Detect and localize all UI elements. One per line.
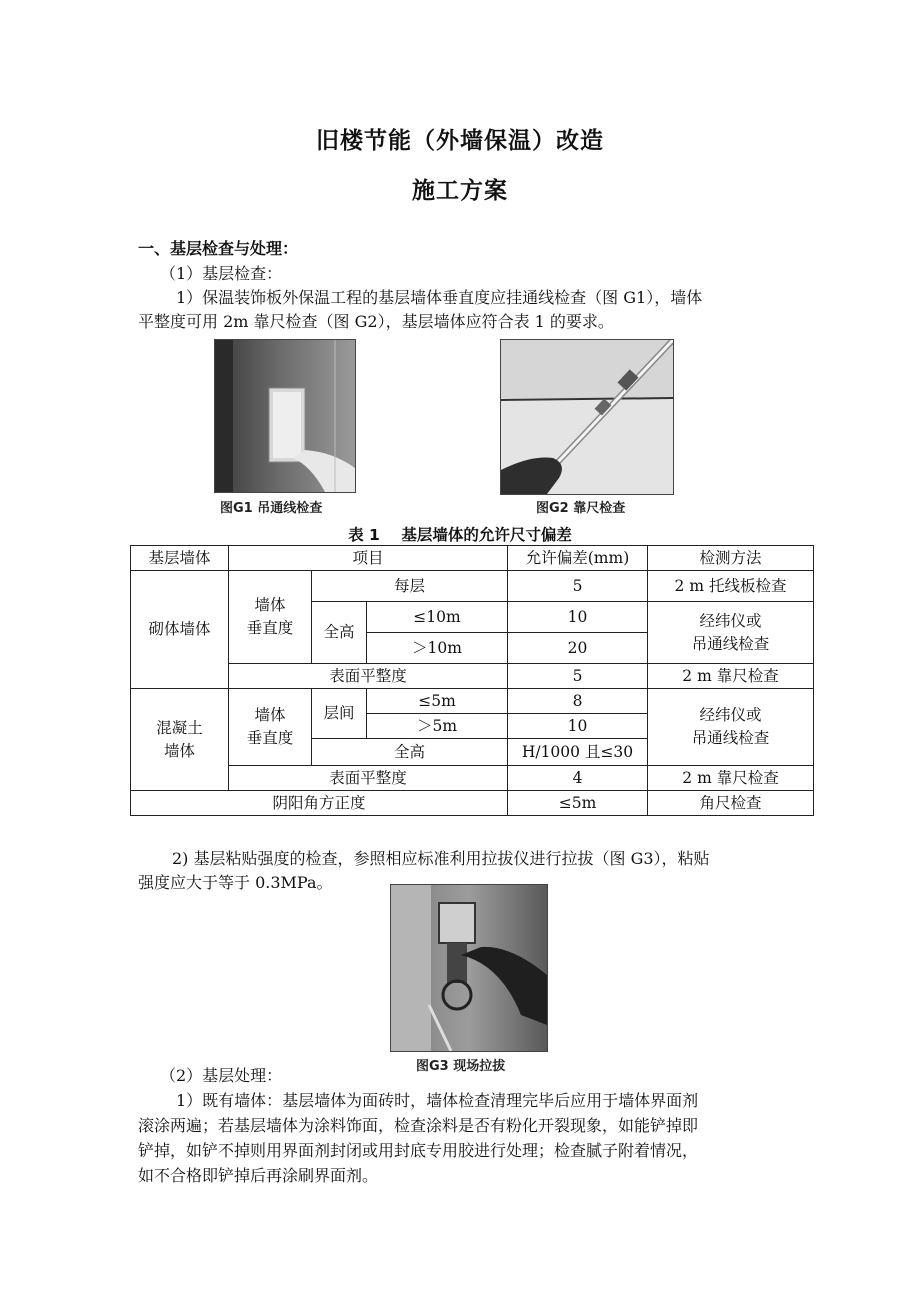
table-cell: ≤5m [508, 791, 648, 816]
ruler-check-illustration [501, 340, 673, 494]
table-cell: 5 [508, 664, 648, 689]
header-cell: 基层墙体 [131, 546, 229, 571]
tolerance-table [130, 545, 814, 816]
table-cell: 层间 [312, 689, 367, 739]
table-cell: H/1000 且≤30 [508, 739, 648, 766]
table-cell: 20 [508, 633, 648, 664]
table-cell: 8 [508, 689, 648, 714]
figure-g1-photo [214, 339, 356, 493]
table-caption: 表 1 基层墙体的允许尺寸偏差 [348, 526, 572, 544]
figure-g3-photo [390, 884, 548, 1052]
table-cell: ＞10m [367, 633, 508, 664]
table-cell: 混凝土 墙体 [131, 689, 229, 791]
table-cell: 表面平整度 [229, 766, 508, 791]
table-cell: 全高 [312, 739, 508, 766]
paragraph-line: 如不合格即铲掉后再涂刷界面剂。 [138, 1166, 379, 1185]
table-cell: 阴阳角方正度 [131, 791, 508, 816]
table-cell: 表面平整度 [229, 664, 508, 689]
table-cell: ＞5m [367, 714, 508, 739]
figure-g3-caption: 图G3 现场拉拔 [416, 1059, 506, 1074]
table-cell: 角尺检查 [648, 791, 814, 816]
figure-g1-caption: 图G1 吊通线检查 [220, 501, 323, 516]
table-cell: 2 m 托线板检查 [648, 571, 814, 602]
paragraph-line: 滚涂两遍；若基层墙体为涂料饰面，检查涂料是否有粉化开裂现象，如能铲掉即 [138, 1116, 699, 1135]
paragraph-line: 2) 基层粘贴强度的检查，参照相应标准利用拉拔仪进行拉拔（图 G3），粘贴 [172, 849, 710, 868]
header-cell: 允许偏差(mm) [508, 546, 648, 571]
table-cell: 5 [508, 571, 648, 602]
document-title: 旧楼节能（外墙保温）改造 [316, 128, 604, 154]
table-cell: 10 [508, 602, 648, 633]
paragraph-line: 1）保温装饰板外保温工程的基层墙体垂直度应挂通线检查（图 G1），墙体 [176, 288, 703, 307]
subsection-heading: （1）基层检查： [160, 264, 283, 283]
table-cell: 2 m 靠尺检查 [648, 766, 814, 791]
table-cell: 经纬仪或 吊通线检查 [648, 602, 814, 664]
table-cell: 砌体墙体 [131, 571, 229, 689]
figure-g2-photo [500, 339, 674, 495]
pull-test-illustration [391, 885, 547, 1051]
table-cell: 每层 [312, 571, 508, 602]
paragraph-line: 平整度可用 2m 靠尺检查（图 G2），基层墙体应符合表 1 的要求。 [138, 312, 614, 331]
subsection-heading: （2）基层处理： [160, 1066, 283, 1085]
header-cell: 检测方法 [648, 546, 814, 571]
paragraph-line: 铲掉，如铲不掉则用界面剂封闭或用封底专用胶进行处理；检查腻子附着情况， [138, 1141, 699, 1160]
wall-plumb-check-illustration [215, 340, 355, 492]
table-cell: 墙体 垂直度 [229, 689, 312, 766]
table-cell: 4 [508, 766, 648, 791]
table-cell: ≤10m [367, 602, 508, 633]
paragraph-line: 1）既有墙体：基层墙体为面砖时，墙体检查清理完毕后应用于墙体界面剂 [176, 1091, 699, 1110]
table-cell: 全高 [312, 602, 367, 664]
table-cell: 墙体 垂直度 [229, 571, 312, 664]
table-cell: 经纬仪或 吊通线检查 [648, 689, 814, 766]
table-cell: ≤5m [367, 689, 508, 714]
header-cell: 项目 [229, 546, 508, 571]
table-cell: 2 m 靠尺检查 [648, 664, 814, 689]
table-cell: 10 [508, 714, 648, 739]
section-heading: 一、基层检查与处理： [138, 239, 299, 258]
paragraph-line: 强度应大于等于 0.3MPa。 [138, 873, 333, 892]
figure-g2-caption: 图G2 靠尺检查 [536, 501, 626, 516]
document-subtitle: 施工方案 [412, 178, 508, 204]
